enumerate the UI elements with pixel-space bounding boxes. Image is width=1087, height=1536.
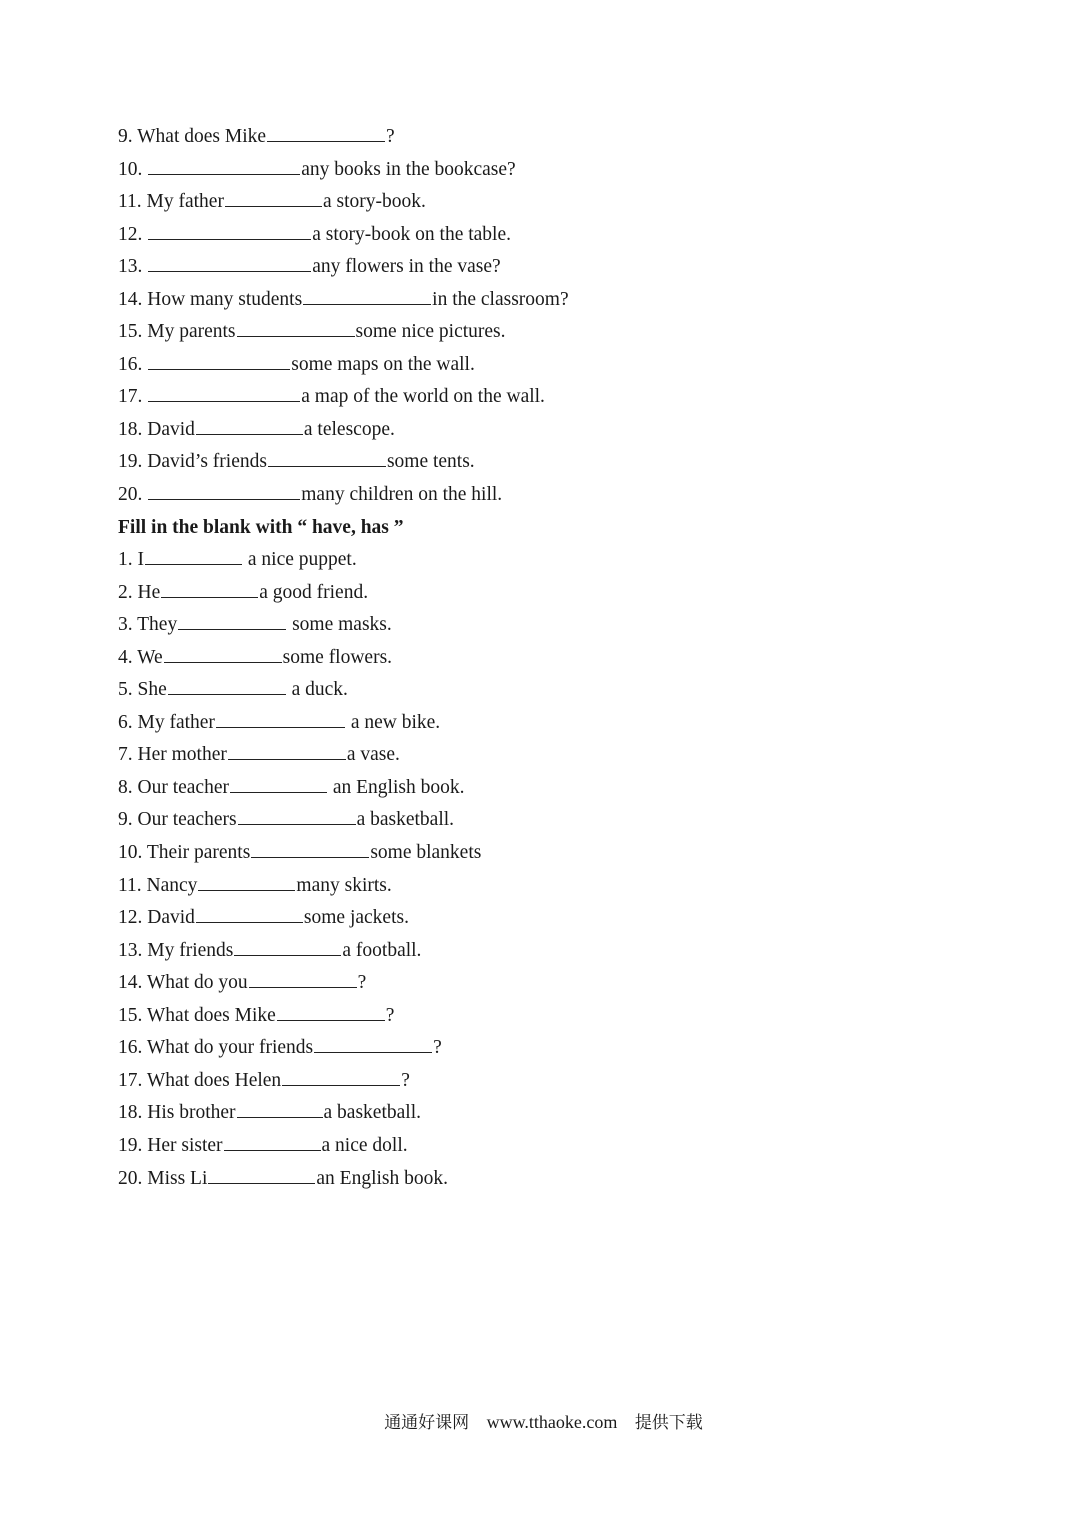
section-1-item xyxy=(118,447,938,480)
item-continuation: some flowers. xyxy=(282,646,393,668)
item-prompt: 17. xyxy=(118,386,148,408)
item-prompt: 16. What do your friends xyxy=(118,1037,314,1059)
answer-blank[interactable] xyxy=(237,317,355,337)
item-prompt: 19. David’s friends xyxy=(118,451,267,473)
item-prompt: 8. Our teacher xyxy=(118,776,229,798)
section-2-item xyxy=(118,675,938,708)
item-prompt: 19. Her sister xyxy=(118,1134,223,1156)
section-2-item xyxy=(118,643,938,676)
footer-site-name: 通通好课网 xyxy=(384,1413,470,1433)
item-continuation: a nice doll. xyxy=(321,1134,408,1156)
item-continuation: any books in the bookcase? xyxy=(301,158,516,180)
answer-blank[interactable] xyxy=(268,447,386,467)
section-1-item xyxy=(118,122,938,155)
item-continuation: any flowers in the vase? xyxy=(312,256,501,278)
section-1-item xyxy=(118,285,938,318)
item-prompt: 12. xyxy=(118,223,148,245)
section-2-items xyxy=(118,545,938,1196)
answer-blank[interactable] xyxy=(282,1066,400,1086)
item-continuation: a basketball. xyxy=(323,1102,421,1124)
answer-blank[interactable] xyxy=(198,871,295,891)
answer-blank[interactable] xyxy=(249,968,357,988)
item-continuation: a football. xyxy=(342,939,422,961)
item-prompt: 12. David xyxy=(118,907,195,929)
section-1-items xyxy=(118,122,938,513)
item-prompt: 9. Our teachers xyxy=(118,809,237,831)
answer-blank[interactable] xyxy=(224,1131,321,1151)
section-1-item xyxy=(118,382,938,415)
item-prompt: 2. He xyxy=(118,581,161,603)
section-1-item xyxy=(118,252,938,285)
item-prompt: 1. I xyxy=(118,549,144,571)
answer-blank[interactable] xyxy=(164,643,282,663)
item-prompt: 11. Nancy xyxy=(118,874,198,896)
item-continuation: ? xyxy=(357,972,367,994)
section-1-item xyxy=(118,155,938,188)
answer-blank[interactable] xyxy=(168,675,286,695)
item-continuation: some nice pictures. xyxy=(355,321,506,343)
answer-blank[interactable] xyxy=(196,903,303,923)
item-prompt: 14. What do you xyxy=(118,972,248,994)
item-continuation: a story-book on the table. xyxy=(312,223,511,245)
item-continuation: a duck. xyxy=(286,679,348,701)
item-continuation: some maps on the wall. xyxy=(291,353,475,375)
item-continuation: an English book. xyxy=(327,776,465,798)
answer-blank[interactable] xyxy=(148,382,300,402)
section-2-heading: Fill in the blank with “ have, has ” xyxy=(118,516,404,538)
item-continuation: in the classroom? xyxy=(432,288,569,310)
item-continuation: an English book. xyxy=(316,1167,449,1189)
section-2-item xyxy=(118,903,938,936)
section-2-item xyxy=(118,578,938,611)
item-prompt: 15. What does Mike xyxy=(118,1004,276,1026)
answer-blank[interactable] xyxy=(251,838,369,858)
answer-blank[interactable] xyxy=(267,122,385,142)
item-continuation: ? xyxy=(401,1069,410,1091)
item-prompt: 3. They xyxy=(118,614,178,636)
answer-blank[interactable] xyxy=(178,610,286,630)
item-continuation: a good friend. xyxy=(259,581,369,603)
section-2-item xyxy=(118,936,938,969)
item-prompt: 16. xyxy=(118,353,148,375)
item-continuation: ? xyxy=(386,126,395,147)
item-continuation: a basketball. xyxy=(356,809,455,831)
section-2-item xyxy=(118,968,938,1001)
answer-blank[interactable] xyxy=(277,1001,385,1021)
section-2-item xyxy=(118,773,938,806)
answer-blank[interactable] xyxy=(238,805,356,825)
item-prompt: 14. How many students xyxy=(118,288,303,310)
section-1-item xyxy=(118,187,938,220)
section-2-item xyxy=(118,1098,938,1131)
answer-blank[interactable] xyxy=(208,1164,315,1184)
answer-blank[interactable] xyxy=(228,740,346,760)
section-1-item xyxy=(118,317,938,350)
footer-url: www.tthaoke.com xyxy=(486,1412,618,1432)
footer-download-note: 提供下载 xyxy=(634,1413,703,1433)
item-prompt: 11. My father xyxy=(118,191,224,213)
answer-blank[interactable] xyxy=(148,220,311,240)
section-2-item xyxy=(118,1131,938,1164)
section-2-item xyxy=(118,1164,938,1197)
item-prompt: 18. His brother xyxy=(118,1102,236,1124)
section-2-item xyxy=(118,1066,938,1099)
answer-blank[interactable] xyxy=(148,350,290,370)
section-2-item xyxy=(118,1001,938,1034)
item-continuation: some masks. xyxy=(287,614,392,636)
item-continuation: a vase. xyxy=(346,744,400,766)
item-prompt: 4. We xyxy=(118,646,163,668)
answer-blank[interactable] xyxy=(234,936,341,956)
item-continuation: a new bike. xyxy=(345,711,441,733)
answer-blank[interactable] xyxy=(148,480,300,500)
item-continuation: many skirts. xyxy=(296,874,392,896)
answer-blank[interactable] xyxy=(145,545,242,565)
item-prompt: 10. Their parents xyxy=(118,842,251,864)
section-2-item xyxy=(118,545,938,578)
item-prompt: 7. Her mother xyxy=(118,744,227,766)
section-2-item xyxy=(118,610,938,643)
answer-blank[interactable] xyxy=(230,773,327,793)
section-1-item xyxy=(118,415,938,448)
section-1-item xyxy=(118,350,938,383)
item-continuation: ? xyxy=(433,1037,442,1059)
item-continuation: a map of the world on the wall. xyxy=(301,386,545,408)
item-prompt: 6. My father xyxy=(118,711,215,733)
item-prompt: 20. xyxy=(118,484,148,506)
answer-blank[interactable] xyxy=(196,415,303,435)
section-2-item xyxy=(118,871,938,904)
item-prompt: 15. My parents xyxy=(118,321,236,343)
section-2-item xyxy=(118,708,938,741)
item-continuation: some jackets. xyxy=(303,907,409,929)
item-continuation: a telescope. xyxy=(303,418,395,440)
item-prompt: 10. xyxy=(118,158,148,180)
answer-blank[interactable] xyxy=(303,285,431,305)
item-continuation: ? xyxy=(385,1004,395,1026)
item-prompt: 5. She xyxy=(118,679,167,701)
item-prompt: 18. David xyxy=(118,418,195,440)
item-prompt: 13. xyxy=(118,256,148,278)
item-prompt: 20. Miss Li xyxy=(118,1167,208,1189)
section-1-item xyxy=(118,480,938,513)
page-footer xyxy=(0,1408,1087,1433)
answer-blank[interactable] xyxy=(161,578,258,598)
section-2-item xyxy=(118,838,938,871)
section-2-item xyxy=(118,1033,938,1066)
item-prompt: 13. My friends xyxy=(118,939,234,961)
item-continuation: a story-book. xyxy=(322,191,426,213)
item-continuation: some tents. xyxy=(386,451,475,473)
answer-blank[interactable] xyxy=(314,1033,432,1053)
item-continuation: some blankets xyxy=(370,842,482,864)
section-2-item xyxy=(118,740,938,773)
answer-blank[interactable] xyxy=(237,1098,323,1118)
item-continuation: a nice puppet. xyxy=(243,549,357,571)
answer-blank[interactable] xyxy=(148,155,300,175)
exercise-list xyxy=(118,122,938,1196)
answer-blank[interactable] xyxy=(148,252,311,272)
answer-blank[interactable] xyxy=(216,708,345,728)
item-prompt: 17. What does Helen xyxy=(118,1069,282,1091)
item-continuation: many children on the hill. xyxy=(301,484,503,506)
answer-blank[interactable] xyxy=(225,187,322,207)
section-2-item xyxy=(118,805,938,838)
section-1-item xyxy=(118,220,938,253)
item-prompt: 9. What does Mike xyxy=(118,126,267,147)
